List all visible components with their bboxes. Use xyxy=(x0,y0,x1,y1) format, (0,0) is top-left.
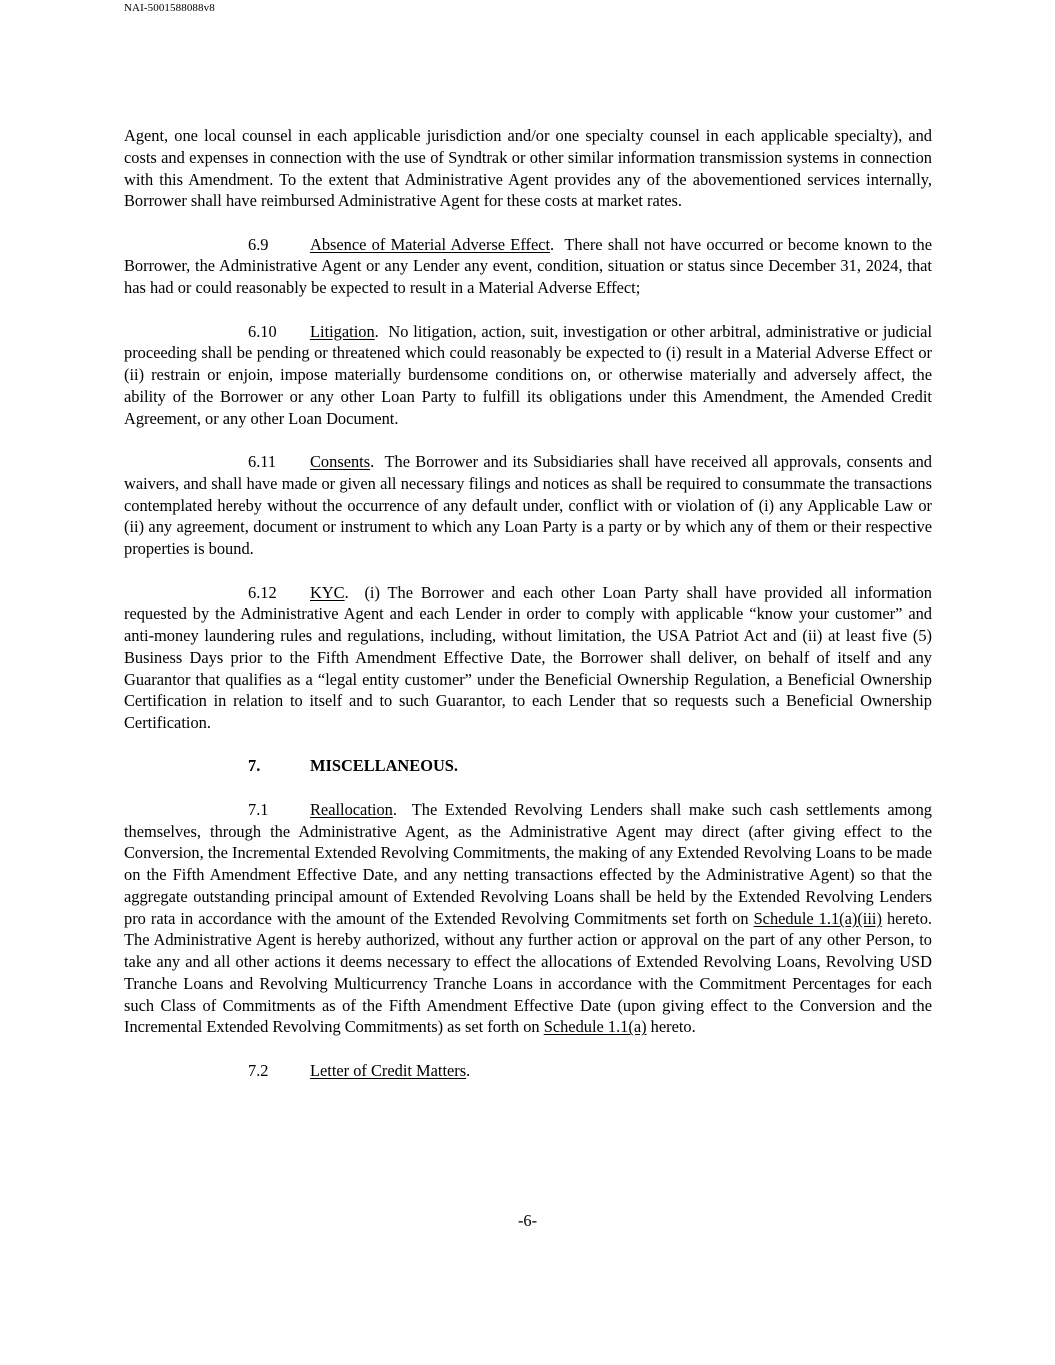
section-title: KYC xyxy=(310,582,345,602)
section-number: 6.9 xyxy=(248,234,269,254)
schedule-reference: Schedule 1.1(a) xyxy=(543,1017,647,1037)
section-title: Letter of Credit Matters xyxy=(310,1060,467,1080)
section-6-12: 6.12 KYC. (i) The Borrower and each other Loan Party shall have provided all information requested by the Administrative Agent and each Lender in order to comply with applicable “know your customer” and anti-money laundering rules and regulations, including, without limitation, the USA Patriot Act and (ii) at least five (5) Business Days prior to the Fifth Amendment Effective Date, the Borrower shall deliver, on behalf of itself and any Guarantor that qualifies as a “legal entity customer” under the Beneficial Ownership Regulation, a Beneficial Ownership Certification in relation to itself and to such Guarantor, to each Lender that so requests such a Beneficial Ownership Certification. xyxy=(124,582,933,732)
paragraph-intro: Agent, one local counsel in each applicable jurisdiction and/or one specialty counsel in each applicable specialty), and costs and expenses in connection with the use of Syndtrak or other similar information transmission systems in connection with this Amendment. To the extent that Administrative Agent provides any of the abovementioned services internally, Borrower shall have reimbursed Administrative Agent for these costs at market rates. xyxy=(124,126,932,211)
section-6-11: 6.11 Consents. The Borrower and its Subsidiaries shall have received all approvals, consents and waivers, and shall have made or given all necessary filings and notices as shall be required to consummate the transactions contemplated hereby without the occurrence of any default under, conflict with or violation of (i) any Applicable Law or (ii) any agreement, document or instrument to which any Loan Party is a party or by which any of them or their respective properties is bound. xyxy=(124,452,932,559)
section-body: hereto. The Administrative Agent is hereby authorized, without any further action or approval on the part of any other Person, to take any and all other actions it deems necessary to effect the allocations of Extended Revolving Loans, Revolving USD Tranche Loans and Revolving Multicurrency Tranche Loans in accordance with the Commitment Percentages for each such Class of Commitments as of the Fifth Amendment Effective Date (upon giving effect to the Conversion and the Incremental Extended Revolving Commitments) as set forth on xyxy=(124,908,932,1037)
section-number: 7.2 xyxy=(248,1060,269,1080)
section-number: 7.1 xyxy=(248,799,269,819)
section-body: The Borrower and its Subsidiaries shall have received all approvals, consents and waivers, and shall have made or given all necessary filings and notices as shall be required to consummate the transactions contemplated hereby without the occurrence of any default under, conflict with or violation of (i) any Applicable Law or (ii) any agreement, document or instrument to which any Loan Party is a party or by which any of them or their respective properties is bound. xyxy=(124,452,932,559)
schedule-reference: Schedule 1.1(a)(iii) xyxy=(753,908,882,928)
section-title: MISCELLANEOUS. xyxy=(310,756,459,776)
section-number: 6.11 xyxy=(248,452,277,472)
section-body: (i) The Borrower and each other Loan Party shall have provided all information requested by the Administrative Agent and each Lender in order to comply with applicable “know your customer” and anti-money laundering rules and regulations, including, without limitation, the USA Patriot Act and (ii) at least five (5) Business Days prior to the Fifth Amendment Effective Date, the Borrower shall deliver, on behalf of itself and any Guarantor that qualifies as a “legal entity customer” under the Beneficial Ownership Regulation, a Beneficial Ownership Certification in relation to itself and to such Guarantor, to each Lender that so requests such a Beneficial Ownership Certification. xyxy=(124,582,933,732)
section-body: The Extended Revolving Lenders shall make such cash settlements among themselves, through the Administrative Agent, as the Administrative Agent may direct (after giving effect to the Conversion, the Incremental Extended Revolving Commitments, the making of any Extended Revolving Loans to be made on the Fifth Amendment Effective Date, and any netting transactions effected by the Administrative Agent) so that the aggregate outstanding principal amount of Extended Revolving Loans shall be held by the Extended Revolving Lenders pro rata in accordance with the amount of the Extended Revolving Commitments set forth on xyxy=(124,799,933,928)
section-number: 6.10 xyxy=(248,321,277,341)
page-number: -6- xyxy=(517,1211,538,1230)
section-body: No litigation, action, suit, investigation or other arbitral, administrative or judicial proceeding shall be pending or threatened which could reasonably be expected to (i) result in a Material Adverse Effect or (ii) restrain or enjoin, impose materially burdensome conditions on, or otherwise materially and adversely affect, the ability of the Borrower or any other Loan Party to fulfill its obligations under this Amendment, the Amended Credit Agreement, or any other Loan Document. xyxy=(124,321,932,428)
section-body: There shall not have occurred or become known to the Borrower, the Administrative Agent or any Lender any event, condition, situation or status since December 31, 2024, that has had or could reasonably be expected to result in a Material Adverse Effect; xyxy=(124,234,932,298)
section-title: Litigation xyxy=(310,321,375,341)
document-body xyxy=(124,125,932,1082)
section-7-heading xyxy=(124,755,932,777)
section-title: Absence of Material Adverse Effect xyxy=(310,234,551,254)
section-number: 7. xyxy=(248,756,261,776)
section-number: 6.12 xyxy=(248,582,277,602)
section-7-2: 7.2 Letter of Credit Matters. xyxy=(248,1060,471,1080)
section-title: Consents xyxy=(310,452,371,472)
section-7-1: 7.1 Reallocation. The Extended Revolving Lenders shall make such cash settlements among themselves, through the Administrative Agent, as the Administrative Agent may direct (after giving effect to the Conversion, the Incremental Extended Revolving Commitments, the making of any Extended Revolving Loans to be made on the Fifth Amendment Effective Date, and any netting transactions effected by the Administrative Agent) so that the aggregate outstanding principal amount of Extended Revolving Loans shall be held by the Extended Revolving Lenders pro rata in accordance with the amount of the Extended Revolving Commitments set forth on Schedule 1.1(a)(iii) hereto. The Administrative Agent is hereby authorized, without any further action or approval on the part of any other Person, to take any and all other actions it deems necessary to effect the allocations of Extended Revolving Loans, Revolving USD Tranche Loans and Revolving Multicurrency Tranche Loans in accordance with the Commitment Percentages for each such Class of Commitments as of the Fifth Amendment Effective Date (upon giving effect to the Conversion and the Incremental Extended Revolving Commitments) as set forth on Schedule 1.1(a) hereto. xyxy=(124,799,933,1037)
section-6-9: 6.9 Absence of Material Adverse Effect. There shall not have occurred or become known to the Borrower, the Administrative Agent or any Lender any event, condition, situation or status since December 31, 2024, that has had or could reasonably be expected to result in a Material Adverse Effect; xyxy=(124,234,932,298)
section-body: hereto. xyxy=(650,1017,696,1037)
section-title: Reallocation xyxy=(310,799,393,819)
document-id: NAI-5001588088v8 xyxy=(124,2,215,14)
section-6-10: 6.10 Litigation. No litigation, action, suit, investigation or other arbitral, administrative or judicial proceeding shall be pending or threatened which could reasonably be expected to (i) result in a Material Adverse Effect or (ii) restrain or enjoin, impose materially burdensome conditions on, or otherwise materially and adversely affect, the ability of the Borrower or any other Loan Party to fulfill its obligations under this Amendment, the Amended Credit Agreement, or any other Loan Document. xyxy=(124,321,932,428)
